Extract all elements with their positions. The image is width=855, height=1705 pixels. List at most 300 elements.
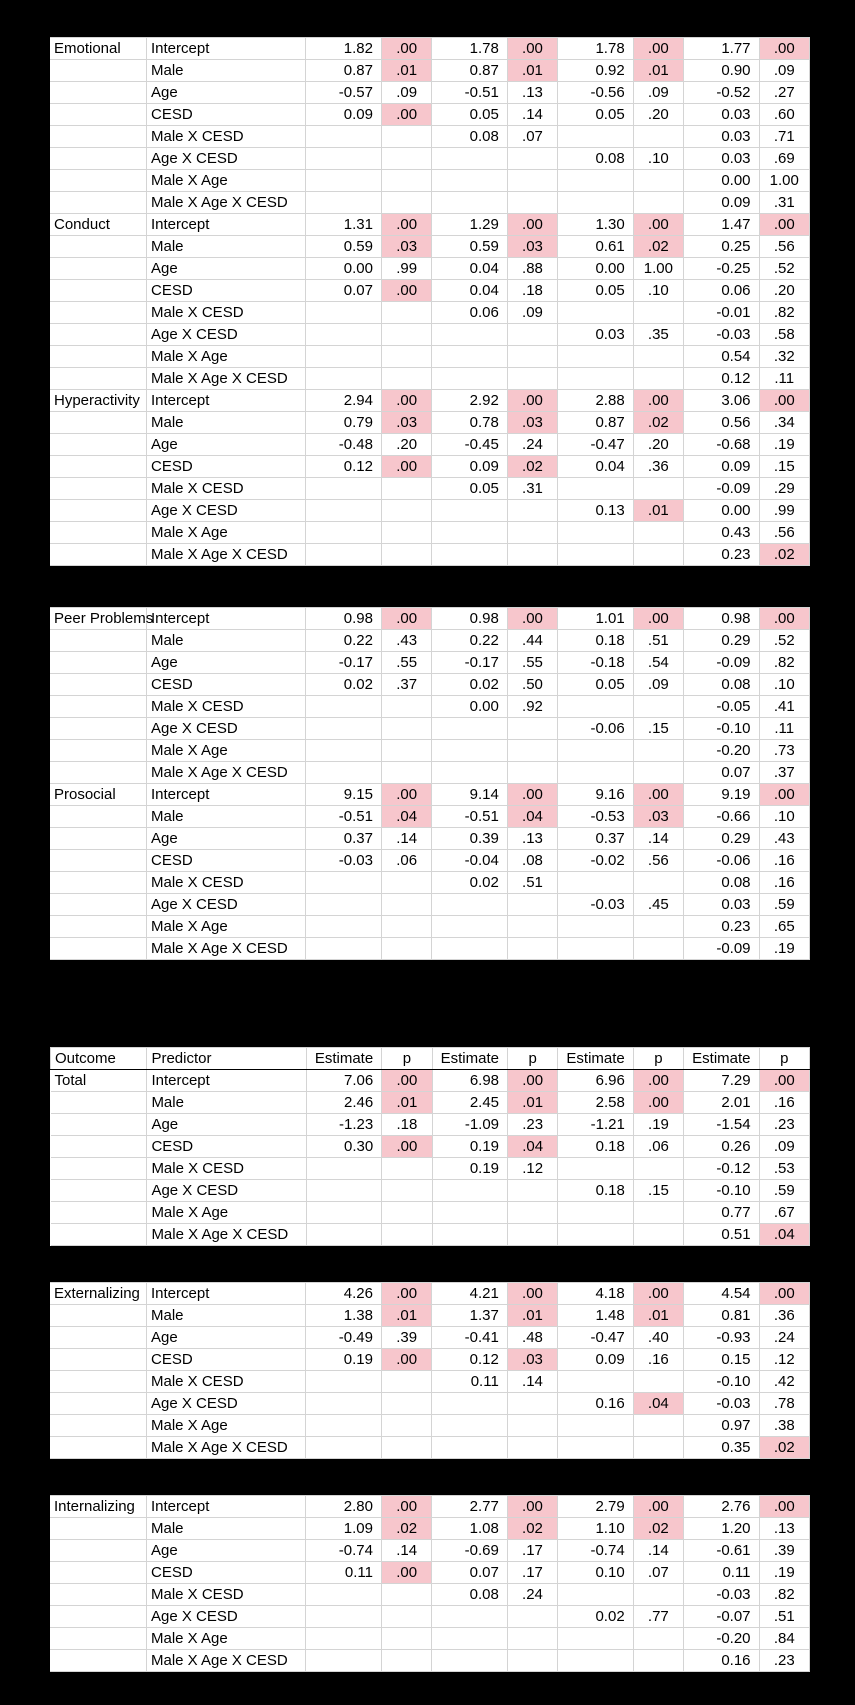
estimate-cell: 0.07 (684, 762, 760, 784)
estimate-cell (558, 1158, 633, 1180)
estimate-cell: 0.39 (432, 828, 508, 850)
p-value-cell: .38 (759, 1415, 809, 1437)
estimate-cell: -0.51 (432, 82, 508, 104)
estimate-cell: -0.03 (684, 1584, 760, 1606)
estimate-cell (306, 894, 382, 916)
estimate-cell: -0.09 (684, 652, 760, 674)
p-value-cell: .19 (759, 1562, 809, 1584)
p-value-cell (381, 894, 431, 916)
estimate-cell: 0.23 (684, 916, 760, 938)
header-predictor: Predictor (147, 1048, 306, 1070)
p-value-cell: .00 (633, 784, 683, 806)
estimate-cell: 0.02 (432, 674, 508, 696)
estimate-cell: 0.98 (684, 608, 760, 630)
p-value-cell: .09 (759, 1136, 809, 1158)
estimate-cell (306, 126, 382, 148)
p-value-cell: .00 (381, 784, 431, 806)
estimate-cell: 0.00 (558, 258, 634, 280)
p-value-cell: .53 (759, 1158, 809, 1180)
estimate-cell: 4.26 (306, 1283, 382, 1305)
outcome-cell (50, 368, 147, 390)
p-value-cell: .24 (507, 1584, 557, 1606)
outcome-cell (50, 82, 147, 104)
p-value-cell: .20 (381, 434, 431, 456)
estimate-cell: 0.06 (432, 302, 508, 324)
p-value-cell: .09 (381, 82, 431, 104)
p-value-cell (633, 302, 683, 324)
table-row (50, 500, 810, 522)
estimate-cell: -0.53 (558, 806, 634, 828)
predictor-cell: Male (147, 1092, 306, 1114)
estimate-cell (432, 170, 508, 192)
p-value-cell: .00 (508, 1070, 558, 1092)
estimate-cell: 0.19 (306, 1349, 382, 1371)
header-p: p (382, 1048, 432, 1070)
predictor-cell: Intercept (147, 390, 306, 412)
p-value-cell (507, 938, 557, 960)
p-value-cell: .02 (633, 412, 683, 434)
outcome-cell (50, 872, 147, 894)
estimate-cell (558, 126, 634, 148)
p-value-cell: .19 (633, 1114, 683, 1136)
estimate-cell (432, 1415, 508, 1437)
table-row (50, 1540, 810, 1562)
p-value-cell: .13 (507, 82, 557, 104)
p-value-cell: .56 (633, 850, 683, 872)
estimate-cell (306, 192, 382, 214)
predictor-cell: Age (147, 434, 306, 456)
outcome-cell (50, 806, 147, 828)
estimate-cell: 0.03 (684, 148, 760, 170)
estimate-cell: -0.20 (684, 1628, 760, 1650)
estimate-cell: 0.59 (432, 236, 508, 258)
estimate-cell: 0.16 (558, 1393, 634, 1415)
p-value-cell: .00 (507, 214, 557, 236)
estimate-cell (306, 916, 382, 938)
p-value-cell: .16 (759, 872, 809, 894)
estimate-cell: 0.03 (684, 104, 760, 126)
outcome-cell (50, 850, 147, 872)
estimate-cell: -0.03 (684, 324, 760, 346)
estimate-cell: -0.10 (684, 1371, 760, 1393)
table-row (50, 806, 810, 828)
p-value-cell: .24 (759, 1327, 809, 1349)
estimate-cell: 0.77 (684, 1202, 759, 1224)
estimate-cell: -0.10 (684, 1180, 759, 1202)
table-row (50, 478, 810, 500)
estimate-cell (306, 324, 382, 346)
estimate-cell: 2.79 (558, 1496, 634, 1518)
p-value-cell: .01 (381, 1305, 431, 1327)
table-row (51, 1224, 810, 1246)
estimate-cell: -0.12 (684, 1158, 759, 1180)
p-value-cell: .14 (381, 828, 431, 850)
estimate-cell: -0.45 (432, 434, 508, 456)
predictor-cell: Age (147, 258, 306, 280)
outcome-cell (50, 938, 147, 960)
estimate-cell (558, 1584, 634, 1606)
estimate-cell: 0.11 (306, 1562, 382, 1584)
p-value-cell: .99 (381, 258, 431, 280)
estimate-cell: 0.12 (306, 456, 382, 478)
outcome-cell (50, 1606, 147, 1628)
estimate-cell: -0.57 (306, 82, 382, 104)
p-value-cell: .55 (381, 652, 431, 674)
outcome-cell: Peer Problems (50, 608, 147, 630)
p-value-cell: .03 (381, 236, 431, 258)
estimate-cell: 0.05 (558, 674, 634, 696)
estimate-cell (432, 938, 508, 960)
p-value-cell (633, 762, 683, 784)
predictor-cell: Male X Age X CESD (147, 1650, 306, 1672)
estimate-cell: 0.04 (558, 456, 634, 478)
p-value-cell: .03 (633, 806, 683, 828)
p-value-cell: .02 (507, 1518, 557, 1540)
regression-table (50, 1282, 810, 1459)
estimate-cell: 0.15 (684, 1349, 760, 1371)
estimate-cell (432, 346, 508, 368)
estimate-cell: 0.11 (684, 1562, 760, 1584)
table-peer-prosocial (50, 607, 810, 960)
p-value-cell: .58 (759, 324, 809, 346)
p-value-cell: .52 (759, 258, 809, 280)
table-row (50, 1562, 810, 1584)
estimate-cell: 4.18 (558, 1283, 634, 1305)
p-value-cell: .00 (759, 38, 809, 60)
table-row (50, 1283, 810, 1305)
estimate-cell (306, 1180, 381, 1202)
p-value-cell: .78 (759, 1393, 809, 1415)
predictor-cell: Male X CESD (147, 1158, 306, 1180)
estimate-cell: 0.00 (432, 696, 508, 718)
outcome-cell (50, 1437, 147, 1459)
estimate-cell (558, 1437, 634, 1459)
outcome-cell (50, 412, 147, 434)
estimate-cell: -1.23 (306, 1114, 381, 1136)
estimate-cell (558, 368, 634, 390)
estimate-cell (306, 938, 382, 960)
p-value-cell: .23 (508, 1114, 558, 1136)
p-value-cell: .03 (507, 236, 557, 258)
outcome-cell (50, 674, 147, 696)
p-value-cell: .45 (633, 894, 683, 916)
estimate-cell: -1.54 (684, 1114, 759, 1136)
estimate-cell: 1.20 (684, 1518, 760, 1540)
p-value-cell: .00 (759, 390, 809, 412)
p-value-cell: .02 (759, 544, 809, 566)
p-value-cell: 1.00 (633, 258, 683, 280)
estimate-cell (558, 1371, 634, 1393)
p-value-cell: .82 (759, 1584, 809, 1606)
estimate-cell: -0.18 (558, 652, 634, 674)
header-estimate: Estimate (558, 1048, 633, 1070)
estimate-cell (558, 170, 634, 192)
predictor-cell: Male X Age (147, 740, 306, 762)
table-row (50, 850, 810, 872)
table-row (50, 1349, 810, 1371)
p-value-cell (381, 1393, 431, 1415)
predictor-cell: CESD (147, 850, 306, 872)
estimate-cell: 0.37 (306, 828, 382, 850)
header-p: p (759, 1048, 809, 1070)
p-value-cell: .09 (759, 60, 809, 82)
outcome-cell: Emotional (50, 38, 147, 60)
estimate-cell: -0.05 (684, 696, 760, 718)
p-value-cell (381, 1371, 431, 1393)
predictor-cell: Intercept (147, 1070, 306, 1092)
outcome-cell (50, 740, 147, 762)
predictor-cell: CESD (147, 1136, 306, 1158)
predictor-cell: Male (147, 1305, 306, 1327)
table-row (51, 1092, 810, 1114)
outcome-cell (51, 1158, 147, 1180)
predictor-cell: Age (147, 1327, 306, 1349)
predictor-cell: Male X Age X CESD (147, 1224, 306, 1246)
predictor-cell: Male X CESD (147, 696, 306, 718)
p-value-cell: .00 (507, 608, 557, 630)
predictor-cell: Age X CESD (147, 1393, 306, 1415)
estimate-cell: 1.30 (558, 214, 634, 236)
estimate-cell: 0.16 (684, 1650, 760, 1672)
estimate-cell (558, 762, 634, 784)
p-value-cell: .00 (633, 1283, 683, 1305)
p-value-cell: .00 (759, 214, 809, 236)
p-value-cell: .04 (508, 1136, 558, 1158)
estimate-cell: 0.79 (306, 412, 382, 434)
outcome-cell (50, 1305, 147, 1327)
p-value-cell (508, 1202, 558, 1224)
estimate-cell (432, 1180, 507, 1202)
p-value-cell: .14 (507, 1371, 557, 1393)
estimate-cell: 0.22 (432, 630, 508, 652)
p-value-cell: .16 (759, 850, 809, 872)
table-row (50, 368, 810, 390)
outcome-cell (50, 258, 147, 280)
p-value-cell: .00 (381, 608, 431, 630)
p-value-cell: .51 (633, 630, 683, 652)
outcome-cell: Internalizing (50, 1496, 147, 1518)
estimate-cell (432, 1650, 508, 1672)
table-row (50, 170, 810, 192)
estimate-cell: 0.08 (432, 126, 508, 148)
p-value-cell: .19 (759, 938, 809, 960)
estimate-cell: -1.09 (432, 1114, 507, 1136)
estimate-cell: 0.00 (684, 170, 760, 192)
table-row (50, 456, 810, 478)
p-value-cell (507, 1628, 557, 1650)
table-row (50, 258, 810, 280)
estimate-cell: -0.17 (306, 652, 382, 674)
outcome-cell (50, 544, 147, 566)
estimate-cell: 0.23 (684, 544, 760, 566)
estimate-cell: 0.56 (684, 412, 760, 434)
predictor-cell: Age X CESD (147, 148, 306, 170)
estimate-cell: 0.09 (432, 456, 508, 478)
estimate-cell: -0.93 (684, 1327, 760, 1349)
predictor-cell: Male (147, 236, 306, 258)
p-value-cell (633, 522, 683, 544)
estimate-cell: 7.06 (306, 1070, 381, 1092)
estimate-cell: 0.05 (558, 104, 634, 126)
p-value-cell: .10 (759, 806, 809, 828)
p-value-cell: .00 (633, 214, 683, 236)
estimate-cell: -0.51 (432, 806, 508, 828)
estimate-cell (432, 148, 508, 170)
p-value-cell (381, 500, 431, 522)
p-value-cell: .42 (759, 1371, 809, 1393)
p-value-cell: .59 (759, 1180, 809, 1202)
estimate-cell: -0.10 (684, 718, 760, 740)
estimate-cell (306, 1584, 382, 1606)
predictor-cell: Male (147, 60, 306, 82)
p-value-cell: .23 (759, 1114, 809, 1136)
p-value-cell: .16 (759, 1092, 809, 1114)
p-value-cell: .00 (382, 1136, 432, 1158)
estimate-cell: 0.02 (432, 872, 508, 894)
p-value-cell: .55 (507, 652, 557, 674)
estimate-cell: 7.29 (684, 1070, 759, 1092)
predictor-cell: Age X CESD (147, 324, 306, 346)
p-value-cell (633, 1415, 683, 1437)
p-value-cell: .20 (633, 434, 683, 456)
estimate-cell: 1.82 (306, 38, 382, 60)
predictor-cell: CESD (147, 280, 306, 302)
p-value-cell (381, 170, 431, 192)
outcome-cell (50, 630, 147, 652)
estimate-cell: 2.80 (306, 1496, 382, 1518)
estimate-cell (306, 1415, 382, 1437)
p-value-cell (381, 1650, 431, 1672)
estimate-cell (306, 346, 382, 368)
estimate-cell: 2.76 (684, 1496, 760, 1518)
p-value-cell: .11 (759, 368, 809, 390)
p-value-cell: .71 (759, 126, 809, 148)
predictor-cell: Male X Age X CESD (147, 192, 306, 214)
p-value-cell: .14 (633, 1540, 683, 1562)
outcome-cell (50, 346, 147, 368)
estimate-cell (558, 544, 634, 566)
predictor-cell: Intercept (147, 1496, 306, 1518)
p-value-cell: .59 (759, 894, 809, 916)
p-value-cell: .00 (759, 608, 809, 630)
outcome-cell (51, 1114, 147, 1136)
outcome-cell (50, 696, 147, 718)
predictor-cell: Male X CESD (147, 302, 306, 324)
table-row (51, 1180, 810, 1202)
estimate-cell: 1.29 (432, 214, 508, 236)
estimate-cell: 0.07 (306, 280, 382, 302)
p-value-cell (633, 170, 683, 192)
table-row (50, 1584, 810, 1606)
p-value-cell: .37 (381, 674, 431, 696)
p-value-cell (381, 148, 431, 170)
estimate-cell: 9.15 (306, 784, 382, 806)
p-value-cell: .03 (507, 412, 557, 434)
predictor-cell: Male X Age X CESD (147, 938, 306, 960)
estimate-cell: 0.29 (684, 630, 760, 652)
estimate-cell (432, 1393, 508, 1415)
regression-table (50, 1047, 810, 1246)
estimate-cell: 0.03 (558, 324, 634, 346)
table-row (50, 390, 810, 412)
p-value-cell (633, 368, 683, 390)
estimate-cell: 9.19 (684, 784, 760, 806)
table-row (50, 762, 810, 784)
estimate-cell: 0.19 (432, 1136, 507, 1158)
predictor-cell: Age X CESD (147, 894, 306, 916)
p-value-cell (507, 544, 557, 566)
predictor-cell: Male (147, 806, 306, 828)
p-value-cell: .14 (633, 828, 683, 850)
p-value-cell: .31 (759, 192, 809, 214)
table-row (50, 1518, 810, 1540)
outcome-cell (50, 478, 147, 500)
estimate-cell: 1.09 (306, 1518, 382, 1540)
estimate-cell: -0.48 (306, 434, 382, 456)
estimate-cell: -0.17 (432, 652, 508, 674)
p-value-cell: .51 (507, 872, 557, 894)
estimate-cell (306, 500, 382, 522)
p-value-cell: .00 (381, 1283, 431, 1305)
p-value-cell (381, 478, 431, 500)
estimate-cell: 2.88 (558, 390, 634, 412)
estimate-cell (432, 916, 508, 938)
p-value-cell (633, 1202, 683, 1224)
estimate-cell: -0.03 (558, 894, 634, 916)
p-value-cell (507, 346, 557, 368)
estimate-cell: 0.05 (558, 280, 634, 302)
estimate-cell: -0.66 (684, 806, 760, 828)
estimate-cell: -0.20 (684, 740, 760, 762)
p-value-cell: .02 (507, 456, 557, 478)
estimate-cell (306, 170, 382, 192)
table-row (50, 60, 810, 82)
header-outcome: Outcome (51, 1048, 147, 1070)
p-value-cell: .20 (633, 104, 683, 126)
estimate-cell (432, 1224, 507, 1246)
p-value-cell (382, 1158, 432, 1180)
estimate-cell: 3.06 (684, 390, 760, 412)
p-value-cell: .00 (381, 390, 431, 412)
p-value-cell: .92 (507, 696, 557, 718)
p-value-cell (381, 1606, 431, 1628)
p-value-cell: .15 (633, 718, 683, 740)
p-value-cell (381, 544, 431, 566)
estimate-cell: -0.07 (684, 1606, 760, 1628)
p-value-cell: .03 (381, 412, 431, 434)
estimate-cell: 0.30 (306, 1136, 381, 1158)
p-value-cell: .35 (633, 324, 683, 346)
estimate-cell (558, 1628, 634, 1650)
p-value-cell (381, 740, 431, 762)
estimate-cell: 0.59 (306, 236, 382, 258)
p-value-cell (633, 1628, 683, 1650)
table-row (50, 828, 810, 850)
estimate-cell: 0.09 (684, 192, 760, 214)
table-row (50, 148, 810, 170)
estimate-cell: 0.09 (684, 456, 760, 478)
p-value-cell: .01 (381, 60, 431, 82)
estimate-cell (306, 1393, 382, 1415)
estimate-cell: 0.13 (558, 500, 634, 522)
estimate-cell: 0.10 (558, 1562, 634, 1584)
predictor-cell: Age (147, 652, 306, 674)
estimate-cell: 0.22 (306, 630, 382, 652)
p-value-cell: .01 (508, 1092, 558, 1114)
regression-table (50, 1495, 810, 1672)
outcome-cell: Prosocial (50, 784, 147, 806)
p-value-cell (381, 718, 431, 740)
